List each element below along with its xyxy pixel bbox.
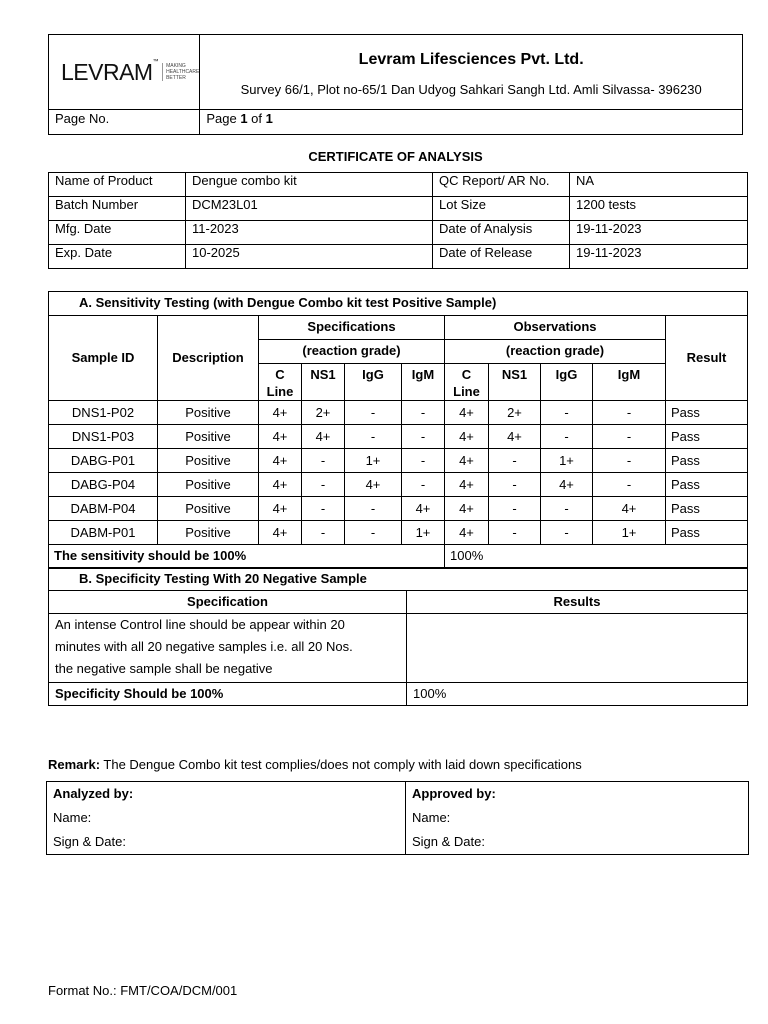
sample-id-cell: DABM-P01 (49, 521, 158, 545)
obs-igg-cell: 4+ (541, 473, 593, 497)
spec-igm-cell: 4+ (402, 497, 445, 521)
obs-c-line-cell: 4+ (445, 401, 489, 425)
analyzed-by-cell (47, 782, 406, 855)
sample-row (49, 425, 748, 449)
sample-id-cell: DNS1-P03 (49, 425, 158, 449)
specification-results-cell (407, 614, 748, 683)
logo-cell (49, 35, 200, 110)
header-description: Description (158, 316, 259, 401)
result-cell: Pass (666, 497, 748, 521)
info-label: Mfg. Date (49, 221, 186, 245)
result-cell: Pass (666, 473, 748, 497)
info-label: Name of Product (49, 173, 186, 197)
sensitivity-summary-label: The sensitivity should be 100% (49, 545, 445, 569)
sample-id-cell: DABM-P04 (49, 497, 158, 521)
obs-igm-cell: - (593, 473, 666, 497)
info-row (49, 245, 748, 269)
sensitivity-summary-value: 100% (445, 545, 748, 569)
description-cell: Positive (158, 449, 259, 473)
approved-by-label: Approved by: (412, 786, 496, 801)
spec-c-line-cell: 4+ (259, 425, 302, 449)
spec-ns1-cell: - (302, 449, 345, 473)
page-number: Page 1 of 1 (200, 110, 743, 135)
header-specifications: Specifications (259, 316, 445, 340)
obs-ns1-cell: 2+ (489, 401, 541, 425)
sample-row (49, 521, 748, 545)
result-cell: Pass (666, 449, 748, 473)
description-cell: Positive (158, 473, 259, 497)
spec-igm-cell: - (402, 401, 445, 425)
description-cell: Positive (158, 521, 259, 545)
info-label: Date of Analysis (433, 221, 570, 245)
analyzed-by-label: Analyzed by: (53, 786, 134, 801)
spec-igm-cell: - (402, 449, 445, 473)
sensitivity-summary-row (49, 545, 748, 569)
info-row (49, 197, 748, 221)
specificity-table (48, 567, 748, 706)
spec-igg-cell: 4+ (345, 473, 402, 497)
info-row (49, 221, 748, 245)
company-address: Survey 66/1, Plot no-65/1 Dan Udyog Sahkari Sangh Ltd. Amli Silvassa- 396230 (240, 82, 702, 97)
obs-igg-cell: - (541, 521, 593, 545)
info-label: Exp. Date (49, 245, 186, 269)
header-spec-c-line: C Line (259, 364, 302, 401)
header-spec-igm: IgM (402, 364, 445, 401)
header-obs-reaction-grade: (reaction grade) (445, 340, 666, 364)
spec-igg-cell: - (345, 497, 402, 521)
obs-c-line-cell: 4+ (445, 425, 489, 449)
specificity-summary-value: 100% (407, 683, 748, 706)
spec-igm-cell: - (402, 473, 445, 497)
spec-ns1-cell: - (302, 521, 345, 545)
sample-row (49, 473, 748, 497)
spec-c-line-cell: 4+ (259, 497, 302, 521)
obs-igm-cell: 4+ (593, 497, 666, 521)
spec-igm-cell: 1+ (402, 521, 445, 545)
remark-text: The Dengue Combo kit test complies/does not comply with laid down specifications (100, 757, 582, 772)
info-label: Lot Size (433, 197, 570, 221)
header-spec-reaction-grade: (reaction grade) (259, 340, 445, 364)
result-cell: Pass (666, 425, 748, 449)
sample-id-cell: DABG-P04 (49, 473, 158, 497)
info-value: 10-2025 (186, 245, 433, 269)
sensitivity-table (48, 291, 748, 569)
sample-row (49, 401, 748, 425)
sample-id-cell: DNS1-P02 (49, 401, 158, 425)
description-cell: Positive (158, 401, 259, 425)
document-header (48, 34, 743, 135)
header-obs-igm: IgM (593, 364, 666, 401)
page-no-label: Page No. (49, 110, 200, 135)
sample-id-cell: DABG-P01 (49, 449, 158, 473)
info-value: NA (570, 173, 748, 197)
analyzed-name-label: Name: (53, 810, 92, 825)
specificity-summary-label: Specificity Should be 100% (49, 683, 407, 706)
header-obs-ns1: NS1 (489, 364, 541, 401)
header-observations: Observations (445, 316, 666, 340)
remark-label: Remark: (48, 757, 101, 772)
header-results: Results (407, 591, 748, 614)
specification-text: An intense Control line should be appear within 20 minutes with all 20 negative samples i.e. all 20 Nos. the negative sample shall be negative (49, 614, 407, 683)
info-value: Dengue combo kit (186, 173, 433, 197)
approved-sign-label: Sign & Date: (412, 834, 485, 849)
approved-by-cell (406, 782, 749, 855)
info-value: 1200 tests (570, 197, 748, 221)
spec-c-line-cell: 4+ (259, 449, 302, 473)
info-label: QC Report/ AR No. (433, 173, 570, 197)
obs-c-line-cell: 4+ (445, 521, 489, 545)
spec-c-line-cell: 4+ (259, 521, 302, 545)
company-name: Levram Lifesciences Pvt. Ltd. (358, 51, 584, 68)
description-cell: Positive (158, 497, 259, 521)
header-obs-c-line: C Line (445, 364, 489, 401)
spec-ns1-cell: 4+ (302, 425, 345, 449)
analyzed-sign-label: Sign & Date: (53, 834, 126, 849)
header-obs-igg: IgG (541, 364, 593, 401)
obs-igm-cell: - (593, 401, 666, 425)
spec-ns1-cell: 2+ (302, 401, 345, 425)
obs-ns1-cell: - (489, 497, 541, 521)
info-value: 11-2023 (186, 221, 433, 245)
obs-ns1-cell: 4+ (489, 425, 541, 449)
info-value: 19-11-2023 (570, 245, 748, 269)
company-cell (200, 35, 743, 110)
spec-igg-cell: 1+ (345, 449, 402, 473)
spec-c-line-cell: 4+ (259, 473, 302, 497)
logo-tagline: MAKING HEALTHCARE BETTER (162, 63, 199, 81)
product-info-table (48, 172, 748, 269)
obs-igm-cell: - (593, 449, 666, 473)
obs-c-line-cell: 4+ (445, 473, 489, 497)
obs-igg-cell: - (541, 425, 593, 449)
info-value: 19-11-2023 (570, 221, 748, 245)
signoff-table (46, 781, 749, 855)
result-cell: Pass (666, 401, 748, 425)
header-spec-igg: IgG (345, 364, 402, 401)
spec-ns1-cell: - (302, 473, 345, 497)
approved-name-label: Name: (412, 810, 451, 825)
header-result: Result (666, 316, 748, 401)
header-specification: Specification (49, 591, 407, 614)
spec-ns1-cell: - (302, 497, 345, 521)
obs-ns1-cell: - (489, 473, 541, 497)
info-label: Batch Number (49, 197, 186, 221)
sample-row (49, 449, 748, 473)
spec-igg-cell: - (345, 401, 402, 425)
section-a-title: A. Sensitivity Testing (with Dengue Combo kit test Positive Sample) (49, 292, 748, 316)
info-value: DCM23L01 (186, 197, 433, 221)
obs-igm-cell: 1+ (593, 521, 666, 545)
spec-c-line-cell: 4+ (259, 401, 302, 425)
obs-igg-cell: - (541, 497, 593, 521)
obs-igg-cell: - (541, 401, 593, 425)
obs-c-line-cell: 4+ (445, 449, 489, 473)
remark (48, 757, 582, 772)
spec-igg-cell: - (345, 521, 402, 545)
obs-igg-cell: 1+ (541, 449, 593, 473)
header-spec-ns1: NS1 (302, 364, 345, 401)
certificate-title: CERTIFICATE OF ANALYSIS (308, 149, 483, 164)
obs-igm-cell: - (593, 425, 666, 449)
format-number: Format No.: FMT/COA/DCM/001 (48, 983, 238, 998)
obs-ns1-cell: - (489, 521, 541, 545)
logo-text: LEVRAM (61, 58, 153, 85)
info-label: Date of Release (433, 245, 570, 269)
header-sample-id: Sample ID (49, 316, 158, 401)
section-b-title: B. Specificity Testing With 20 Negative Sample (49, 568, 748, 591)
result-cell: Pass (666, 521, 748, 545)
company-logo: LEVRAM™ MAKING HEALTHCARE BETTER (61, 58, 200, 85)
spec-igm-cell: - (402, 425, 445, 449)
obs-ns1-cell: - (489, 449, 541, 473)
description-cell: Positive (158, 425, 259, 449)
obs-c-line-cell: 4+ (445, 497, 489, 521)
spec-igg-cell: - (345, 425, 402, 449)
info-row (49, 173, 748, 197)
sample-row (49, 497, 748, 521)
